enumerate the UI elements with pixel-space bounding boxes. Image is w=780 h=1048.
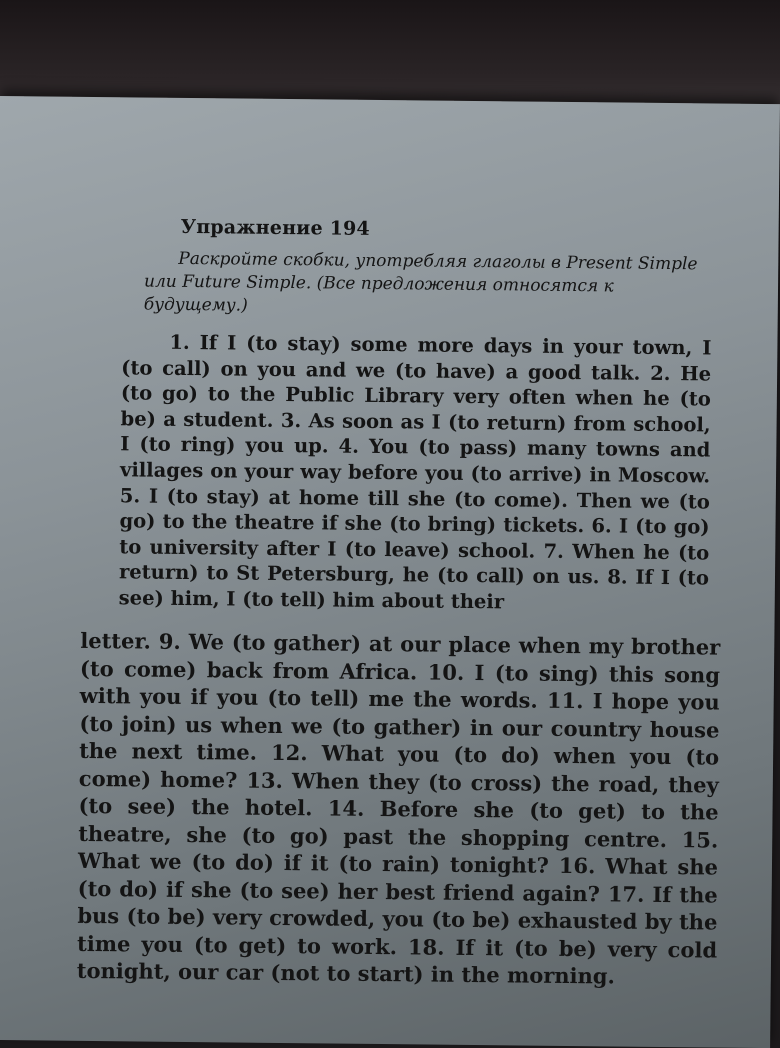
dark-background [0,0,780,110]
exercise-text-part2: letter. 9. We (to gather) at our place when my brother (to come) back from Africa. 10. I (to sing) this song with you if you (to tell) me the words. 11. I hope you (to join) us when we (to gather) in our country house the next time. 12. What you (to do) when you (to come) home? 13. When they (to cross) the road, they (to see) the hotel. 14. Before she (to get) to the theatre, she (to go) past the shopping centre. 15. What we (to do) if it (to rain) tonight? 16. What she (to do) if she (to see) her best friend again? 17. If the bus (to be) very crowded, you (to be) exhausted by the time you (to get) to work. 18. If it (to be) very cold tonight, our car (not to start) in the morning. [76,627,721,989]
book-page [0,96,780,1048]
exercise-instruction: Раскройте скобки, употребляя глаголы в Present Simple или Future Simple. (Все предложения относятся к будущему.) [143,248,698,316]
exercise-text-part1: 1. If I (to stay) some more days in your town, I (to call) on you and we (to have) a good talk. 2. He (to go) to the Public Library very often when he (to be) a student. 3. As soon as I (to return) from school, I (to ring) you up. 4. You (to pass) many towns and villages on your way before you (to arrive) in Moscow. 5. I (to stay) at home till she (to come). Then we (to go) to the theatre if she (to bring) tickets. 6. I (to go) to university after I (to leave) school. 7. When he (to return) to St Petersburg, he (to call) on us. 8. If I (to see) him, I (to tell) him about their [118,330,712,614]
exercise-title: Упражнение 194 [180,215,371,240]
